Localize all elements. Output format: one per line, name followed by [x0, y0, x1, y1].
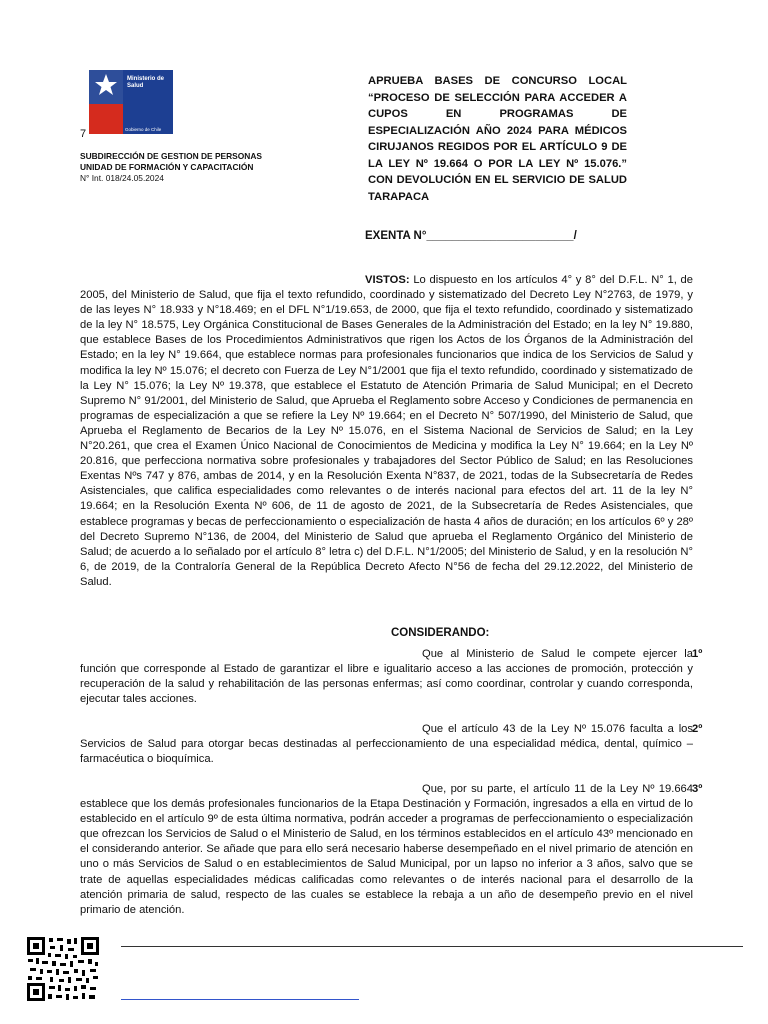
- verification-link-underline[interactable]: [121, 999, 359, 1000]
- vistos-text: Lo dispuesto en los artículos 4° y 8° del D.F.L. N° 1, de 2005, del Ministerio de Salud, que fija el texto refundido, coordinado y sistematizado del Decreto Ley N°2763, de 1979, y de las leyes N° 18.933 y N°18.469; en el DFL N°1/19.653, de 2000, que fija el texto refundido, coordinado y sistematizado de la ley N° 18.575, Ley Orgánica Constitucional de Bases Generales de la Administración del Estado; en la ley N° 19.880, que establece Bases de los Procedimientos Administrativos que rigen los Actos de los Órganos de la Administración del Estado; en la ley N° 19.664, que establece normas para profesionales funcionarios que indica de los Servicios de Salud y modifica la ley Nº 15.076; el decreto con Fuerza de Ley N°1/2001 que fija el texto refundido, coordinado y sistematizado de la Ley N° 15.076; la Ley Nº 19.378, que establece el Estatuto de Atención Primaria de Salud Municipal; en el Decreto Supremo N° 91/2001, del Ministerio de Salud, que Aprueba el Reglamento sobre Acceso y Condiciones de permanencia en programas de especialización a que se refiere la Ley Nº 19.664; en el Decreto N° 507/1990, del Ministerio de Salud, que Aprueba el Reglamento de Becarios de la Ley Nº 15.076, en el Sistema Nacional de Servicios de Salud; en la Ley N°20.261, que crea el Examen Único Nacional de Conocimientos de Medicina y modifica la Ley N° 19.664; en la Ley Nº 20.816, que perfecciona normativa sobre profesionales y trabajadores del Sector Público de Salud; en las Resoluciones Exentas Nºs 747 y 876, ambas de 2014, y en la Resolución Exenta N°837, de 2021, todas de la Subsecretaría de Redes Asistenciales, que califica especialidades como relevantes o de interés nacional para efectos del art. 11 de la ley N° 19.664; en la Resolución Exenta Nº 606, de 11 de agosto de 2021, de la Subsecretaría de Redes Asistenciales, que establece programas y becas de perfeccionamiento o especialización de hasta 4 años de duración; en los artículos 6º y 28º del Decreto Supremo N°136, de 2004, del Ministerio de Salud que aprueba el Reglamento Orgánico del Ministerio de Salud; de acuerdo a lo señalado por el artículo 8° letra c) del D.F.L. N°1/2005; del Ministerio de Salud, y en la resolución N° 6, de 2019, de la Contraloría General de la República Decreto Afecto N°56 de fecha del 29.12.2022, del Ministerio de Salud.: [80, 274, 694, 588]
- item-number: 2º: [692, 723, 703, 735]
- item-text: Que el artículo 43 de la Ley Nº 15.076 faculta a los Servicios de Salud para otorgar becas destinadas al perfeccionamiento de una especialidad médica, dental, químico – farmacéutica o bioquímica.: [80, 723, 693, 766]
- document-title: APRUEBA BASES DE CONCURSO LOCAL “PROCESO DE SELECCIÓN PARA ACCEDER A CUPOS EN PROGRAMAS DE ESPECIALIZACIÓN AÑO 2024 PARA MÉDICOS CIRUJANOS REGIDOS POR EL ARTÍCULO 9 DE LA LEY Nº 19.664 O POR LA LEY Nº 15.076.” CON DEVOLUCIÓN EN EL SERVICIO DE SALUD TARAPACA: [368, 75, 627, 203]
- logo-line1: Ministerio de: [127, 76, 165, 82]
- office-line1: SUBDIRECCIÓN DE GESTION DE PERSONAS: [80, 151, 262, 161]
- item-number: 1º: [692, 648, 703, 660]
- office-block: [80, 151, 262, 184]
- exenta-number: EXENTA N°_______________________/: [365, 230, 577, 242]
- logo-red-block: [89, 104, 123, 134]
- footer-rule: [121, 946, 743, 947]
- logo-line2: Salud: [127, 83, 144, 89]
- item-text: Que, por su parte, el artículo 11 de la Ley Nº 19.664 establece que los demás profesionales funcionarios de la Etapa Destinación y Formación, ingresados a ella en virtud de lo establecido en el artículo 9º de esta última normativa, podrán acceder a programas de perfeccionamiento o especialización que ofrezcan los Servicios de Salud o el Ministerio de Salud, en los términos establecidos en el artículo 43º mencionado en el considerando anterior. Se añade que para ello será necesario haberse desempeñado en el nivel primario de atención en uno o más Servicios de Salud o en establecimientos de Salud Municipal, por un lapso no inferior a 3 años, salvo que se trate de aquellas especialidades médicas calificadas como relevantes o de interés nacional para el desarrollo de la atención primaria de salud, respecto de las cuales se establece la rebaja a un año de desempeño previo en el nivel primario de atención.: [80, 783, 693, 916]
- considerando-heading: CONSIDERANDO:: [391, 627, 490, 639]
- qr-code-icon: [26, 936, 100, 1002]
- considerando-item-1: [80, 647, 703, 707]
- office-line2: UNIDAD DE FORMACIÓN Y CAPACITACIÓN: [80, 162, 254, 172]
- item-number: 3º: [692, 783, 703, 795]
- page-number: 7: [80, 128, 87, 140]
- considerando-item-3: [80, 782, 703, 918]
- ministerio-logo: [89, 70, 173, 134]
- considerando-item-2: [80, 722, 703, 767]
- office-ref: N° Int. 018/24.05.2024: [80, 173, 164, 183]
- item-text: Que al Ministerio de Salud le compete ejercer la función que corresponde al Estado de garantizar el libre e igualitario acceso a las acciones de promoción, protección y recuperación de la salud y rehabilitación de las personas enfermas; así como coordinar, controlar y cuando corresponda, ejecutar tales acciones.: [80, 648, 693, 706]
- vistos-paragraph: [80, 273, 693, 590]
- logo-footer: Gobierno de Chile: [125, 127, 162, 132]
- vistos-label: VISTOS:: [365, 274, 410, 286]
